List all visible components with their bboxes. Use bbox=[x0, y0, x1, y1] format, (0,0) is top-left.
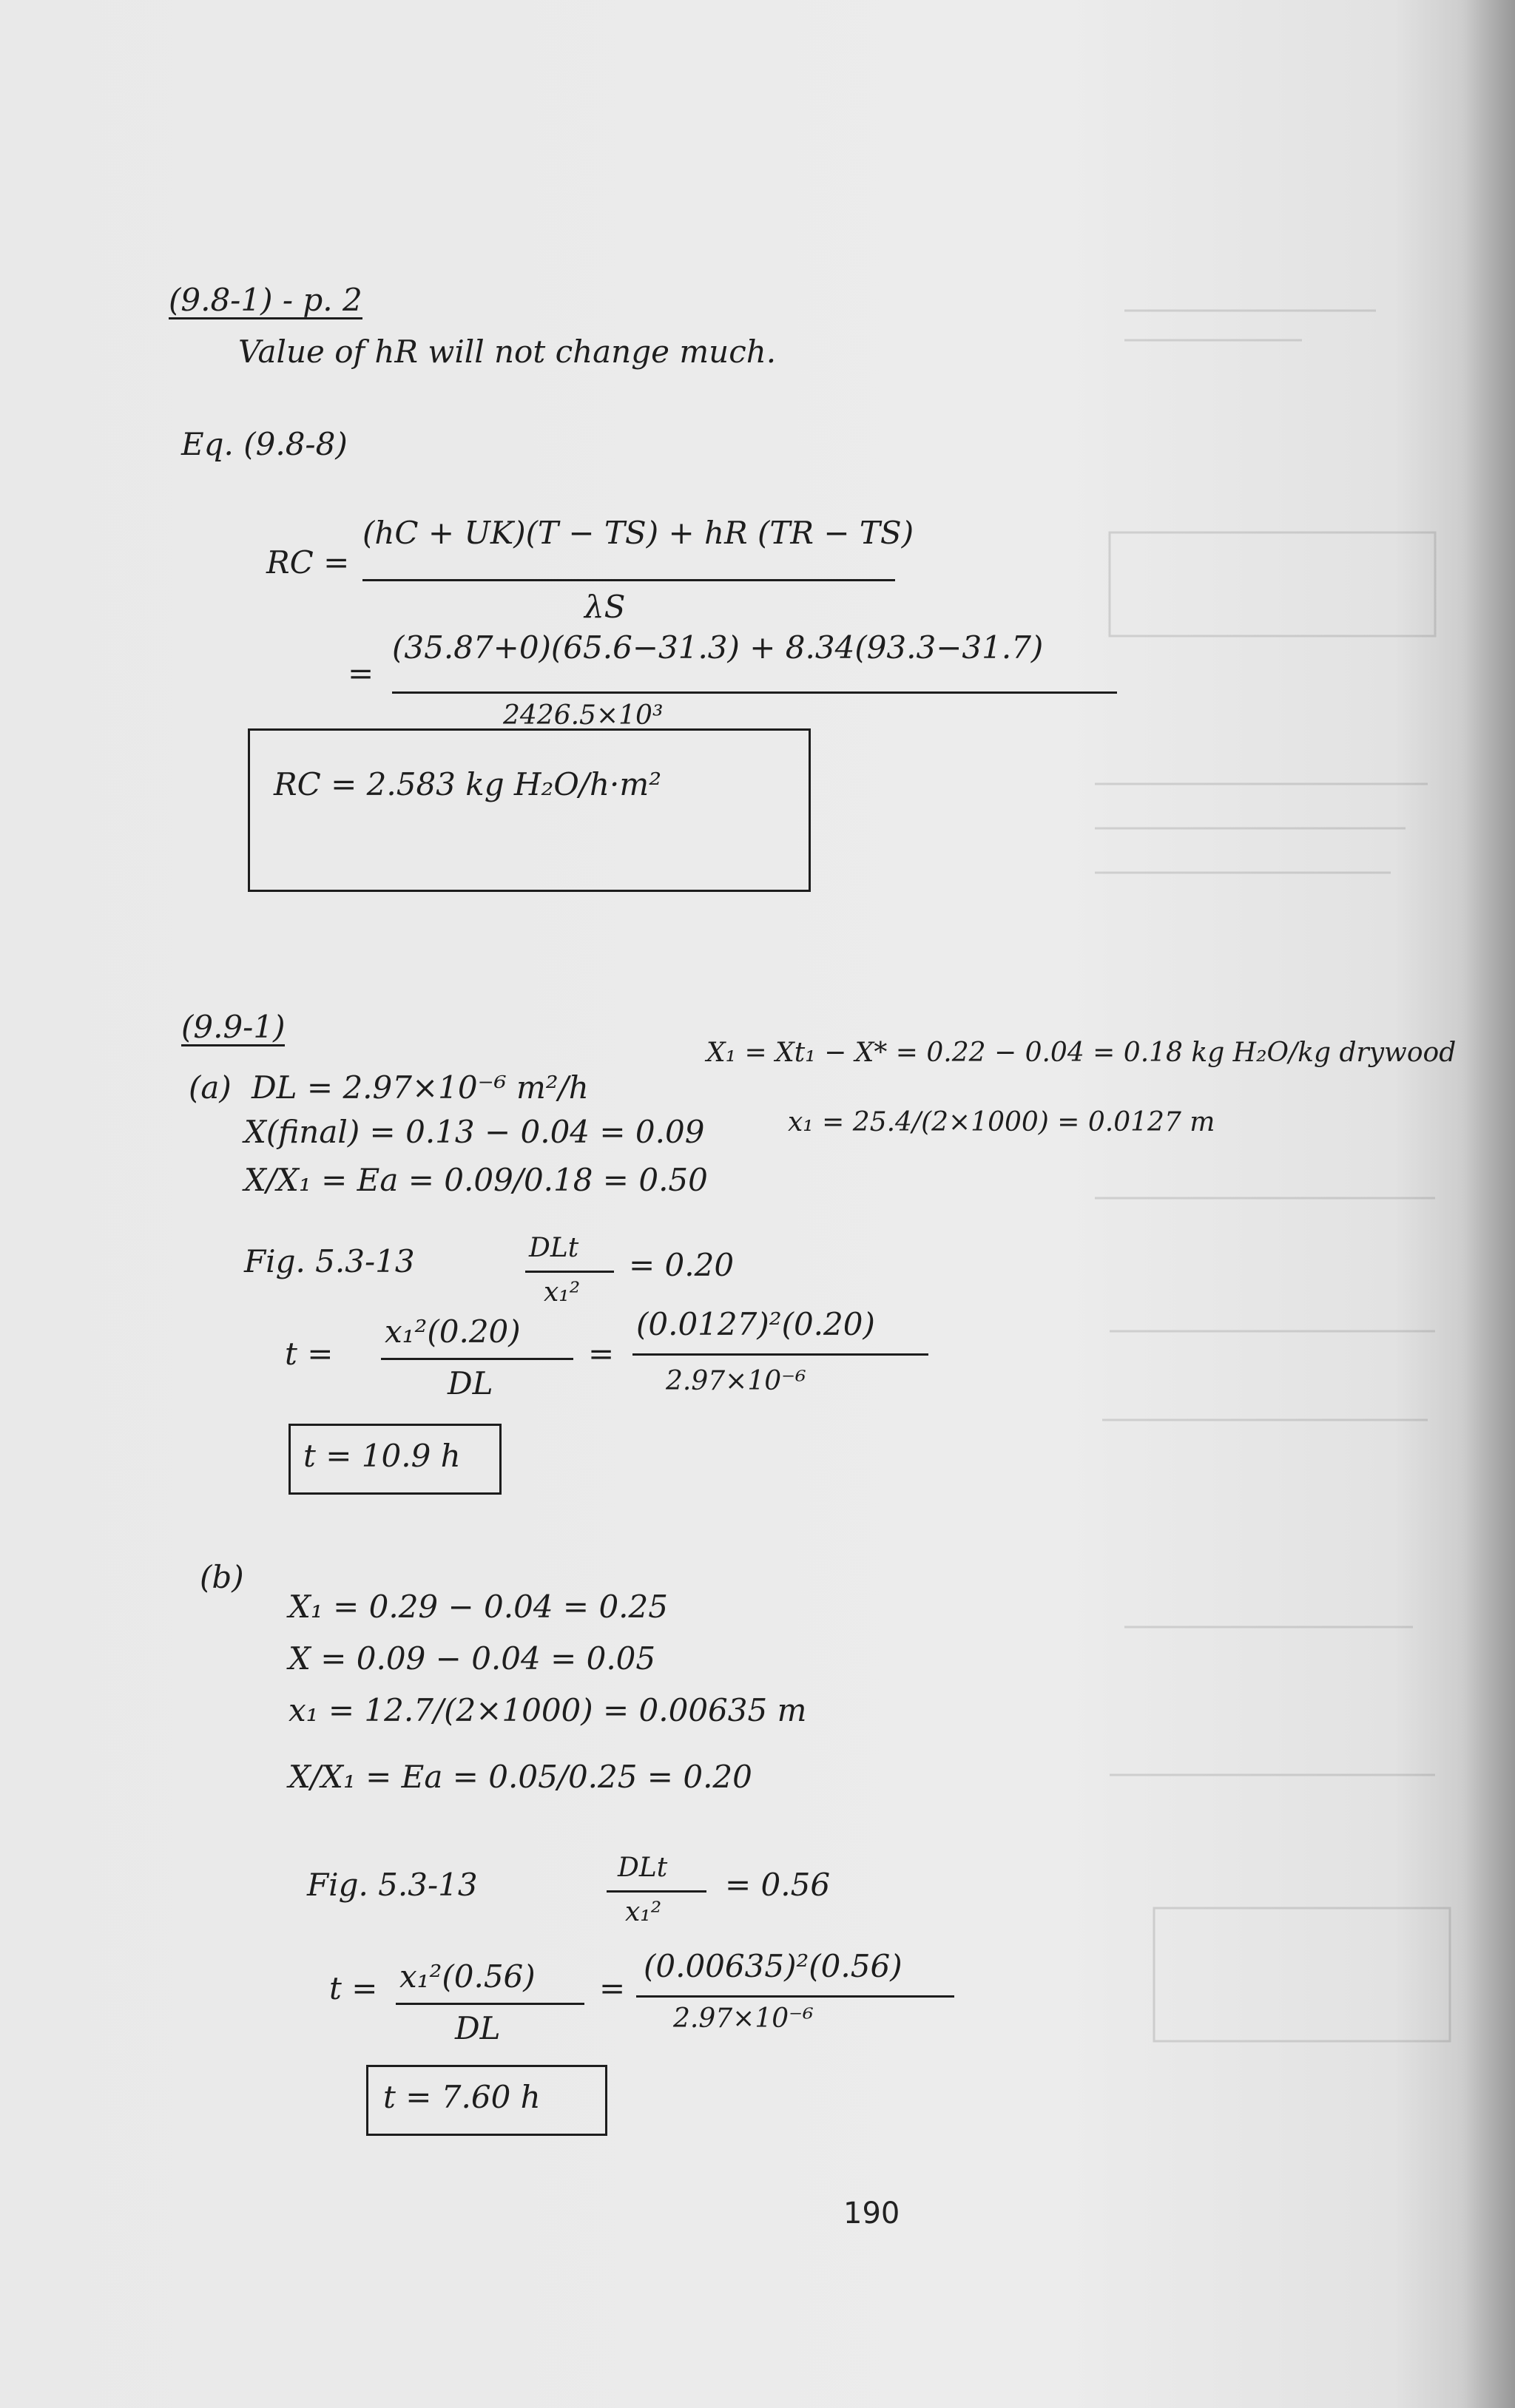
part-a-time-bar-1 bbox=[381, 1358, 573, 1360]
part-b-time-lhs: t = bbox=[329, 1970, 378, 2006]
problem-981-heading: (9.8-1) - p. 2 bbox=[169, 282, 362, 318]
part-a-time-equals: = bbox=[588, 1336, 615, 1372]
rc-substitution-denominator: 2426.5×10³ bbox=[503, 700, 664, 731]
part-a-diffusivity: DL = 2.97×10⁻⁶ m²/h bbox=[252, 1069, 589, 1106]
part-b-dimensionless-value: = 0.56 bbox=[725, 1867, 831, 1903]
part-b-dimensionless-numerator: DLt bbox=[618, 1853, 668, 1883]
part-a-time-bar-2 bbox=[632, 1353, 928, 1356]
rc-formula-denominator: λS bbox=[584, 589, 626, 625]
rc-substitution-fraction-bar bbox=[392, 691, 1117, 694]
part-a-figure-reference: Fig. 5.3-13 bbox=[244, 1243, 415, 1279]
part-b-time-equals: = bbox=[599, 1970, 626, 2006]
part-a-label: (a) bbox=[189, 1069, 232, 1106]
page-number: 190 bbox=[843, 2196, 900, 2231]
rc-result-box bbox=[248, 728, 811, 892]
problem-991-heading: (9.9-1) bbox=[181, 1009, 286, 1045]
part-b-time-bar-1 bbox=[396, 2003, 584, 2005]
equation-reference: Eq. (9.8-8) bbox=[181, 426, 348, 462]
part-b-figure-reference: Fig. 5.3-13 bbox=[307, 1867, 478, 1903]
part-a-time-lhs: t = bbox=[285, 1336, 334, 1372]
part-b-free-moisture: X₁ = 0.29 − 0.04 = 0.25 bbox=[289, 1589, 668, 1625]
part-a-dimensionless-value: = 0.20 bbox=[629, 1247, 735, 1283]
part-b-dimensionless-bar bbox=[607, 1890, 706, 1893]
part-a-time-substitution-numerator: (0.0127)²(0.20) bbox=[636, 1306, 875, 1342]
rc-formula-fraction-bar bbox=[362, 579, 895, 581]
part-b-final-moisture: X = 0.09 − 0.04 = 0.05 bbox=[289, 1640, 656, 1677]
part-b-time-substitution-denominator: 2.97×10⁻⁶ bbox=[673, 2003, 814, 2034]
rc-formula-numerator: (hC + UK)(T − TS) + hR (TR − TS) bbox=[362, 515, 914, 551]
rc-lhs: RC = bbox=[266, 544, 350, 581]
part-a-free-moisture: X₁ = Xt₁ − X* = 0.22 − 0.04 = 0.18 kg H₂O/kg drywood bbox=[706, 1038, 1457, 1068]
rc-substitution-numerator: (35.87+0)(65.6−31.3) + 8.34(93.3−31.7) bbox=[392, 629, 1044, 666]
part-a-ratio: X/X₁ = Ea = 0.09/0.18 = 0.50 bbox=[244, 1162, 708, 1198]
part-a-time-denominator: DL bbox=[448, 1365, 493, 1401]
part-b-time-bar-2 bbox=[636, 1995, 954, 1998]
part-b-ratio: X/X₁ = Ea = 0.05/0.25 = 0.20 bbox=[289, 1759, 752, 1795]
rc-result: RC = 2.583 kg H₂O/h·m² bbox=[274, 766, 662, 802]
part-a-time-substitution-denominator: 2.97×10⁻⁶ bbox=[666, 1366, 806, 1396]
binding-shadow bbox=[1463, 0, 1515, 2408]
part-a-time-numerator: x₁²(0.20) bbox=[385, 1313, 521, 1350]
part-b-dimensionless-denominator: x₁² bbox=[625, 1897, 662, 1927]
part-a-dimensionless-denominator: x₁² bbox=[544, 1277, 581, 1308]
part-a-dimensionless-bar bbox=[525, 1271, 614, 1273]
bleed-through-marks bbox=[1080, 222, 1465, 2145]
part-a-half-thickness: x₁ = 25.4/(2×1000) = 0.0127 m bbox=[788, 1107, 1215, 1137]
part-a-dimensionless-numerator: DLt bbox=[529, 1233, 579, 1263]
problem-981-statement: Value of hR will not change much. bbox=[238, 334, 777, 370]
part-a-final-moisture: X(final) = 0.13 − 0.04 = 0.09 bbox=[244, 1114, 705, 1150]
rc-substitution-equals: = bbox=[348, 655, 374, 691]
part-b-label: (b) bbox=[200, 1559, 244, 1595]
part-b-half-thickness: x₁ = 12.7/(2×1000) = 0.00635 m bbox=[289, 1692, 807, 1728]
part-b-time-denominator: DL bbox=[455, 2010, 501, 2046]
part-b-time-substitution-numerator: (0.00635)²(0.56) bbox=[644, 1948, 902, 1984]
part-b-time-numerator: x₁²(0.56) bbox=[399, 1958, 536, 1995]
part-a-result: t = 10.9 h bbox=[303, 1438, 461, 1474]
part-b-result: t = 7.60 h bbox=[383, 2079, 541, 2115]
